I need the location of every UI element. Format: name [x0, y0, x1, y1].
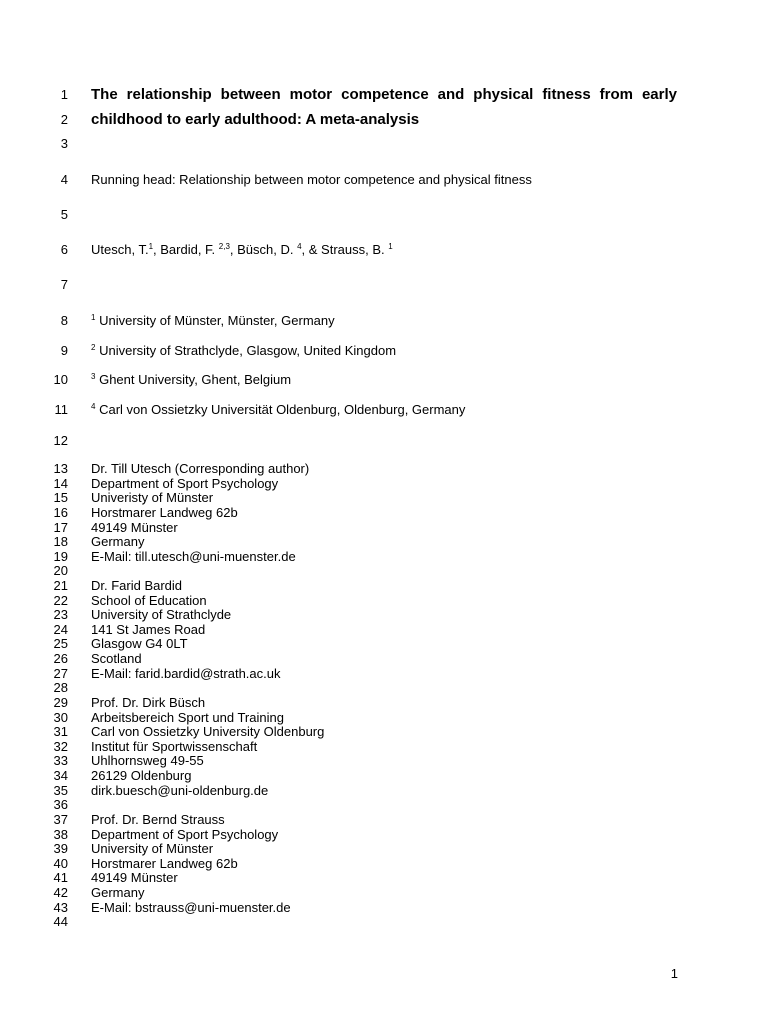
line-number: 6 — [60, 242, 68, 257]
line-number: 14 — [53, 475, 68, 491]
line-number: 26 — [53, 651, 68, 667]
contact-line: Dr. Till Utesch (Corresponding author) — [91, 461, 310, 476]
line-number: 10 — [53, 372, 68, 387]
contact-line: University of Münster — [91, 841, 214, 857]
line-number: 21 — [53, 578, 68, 593]
running-head: Running head: Relationship between motor competence and physical fitness — [91, 172, 532, 187]
paper-title-line1: The relationship between motor competence and physical fitness from early — [91, 86, 677, 103]
author-affiliation-mark: 1 — [388, 242, 393, 251]
author-affiliation-mark: 1 — [148, 242, 154, 251]
affiliation-mark: 4 — [91, 402, 96, 411]
contact-line: Glasgow G4 0LT — [91, 636, 188, 652]
line-number: 5 — [60, 207, 68, 222]
contact-line: 26129 Oldenburg — [91, 768, 192, 783]
contact-line: E-Mail: farid.bardid@strath.ac.uk — [91, 665, 281, 681]
author-list — [91, 243, 393, 257]
affiliation-mark: 1 — [91, 313, 96, 322]
line-number: 1 — [60, 87, 68, 102]
line-number: 23 — [53, 607, 68, 623]
line-number: 20 — [53, 563, 68, 579]
line-number: 38 — [53, 826, 68, 842]
author-name: , Büsch, D. — [229, 242, 298, 257]
line-number: 8 — [60, 313, 68, 328]
line-number: 42 — [53, 885, 68, 900]
contact-line: School of Education — [91, 592, 207, 608]
line-number: 18 — [53, 534, 68, 550]
author-name: Utesch, T. — [91, 242, 149, 257]
affiliation-mark: 3 — [91, 372, 96, 381]
affiliation-mark: 2 — [91, 343, 96, 352]
contact-line: Uhlhornsweg 49-55 — [91, 753, 204, 769]
line-number: 29 — [53, 694, 68, 710]
line-number: 12 — [53, 433, 68, 448]
line-number: 24 — [53, 621, 68, 637]
contact-line: Institut für Sportwissenschaft — [91, 738, 258, 754]
affiliation-text: Carl von Ossietzky Universität Oldenburg, Oldenburg, Germany — [99, 402, 466, 417]
line-number: 17 — [53, 519, 68, 535]
affiliation-text: University of Strathclyde, Glasgow, United Kingdom — [99, 343, 397, 358]
page-number: 1 — [670, 966, 678, 981]
line-number: 34 — [53, 768, 68, 783]
line-number: 43 — [53, 899, 68, 915]
contact-line: Dr. Farid Bardid — [91, 578, 183, 593]
contact-line: Germany — [91, 885, 145, 900]
affiliation — [91, 403, 465, 417]
author-name: , & Strauss, B. — [301, 242, 389, 257]
line-number: 32 — [53, 738, 68, 754]
contact-line: Prof. Dr. Bernd Strauss — [91, 811, 225, 827]
line-number: 44 — [53, 914, 68, 930]
line-number: 3 — [60, 136, 68, 151]
line-number: 40 — [53, 855, 68, 871]
contact-line: Horstmarer Landweg 62b — [91, 855, 238, 871]
line-number: 31 — [53, 724, 68, 740]
line-number: 9 — [60, 343, 68, 358]
affiliation — [91, 373, 291, 387]
contact-line: E-Mail: till.utesch@uni-muenster.de — [91, 548, 296, 564]
line-number: 30 — [53, 709, 68, 725]
line-number: 25 — [53, 636, 68, 652]
line-number: 33 — [53, 753, 68, 769]
contact-line: University of Strathclyde — [91, 607, 232, 623]
line-number: 15 — [53, 490, 68, 506]
contact-line: 141 St James Road — [91, 621, 206, 637]
contact-line: Scotland — [91, 651, 142, 667]
line-number: 2 — [60, 112, 68, 127]
author-name: , Bardid, F. — [153, 242, 219, 257]
line-number: 13 — [53, 461, 68, 476]
contact-line: 49149 Münster — [91, 519, 178, 535]
contact-line: Prof. Dr. Dirk Büsch — [91, 694, 206, 710]
line-number: 41 — [53, 870, 68, 886]
line-number: 22 — [53, 592, 68, 608]
contact-line: dirk.buesch@uni-oldenburg.de — [91, 782, 269, 798]
contact-line: Department of Sport Psychology — [91, 475, 279, 491]
line-number: 28 — [53, 680, 68, 696]
contact-line: 49149 Münster — [91, 870, 178, 886]
line-number: 35 — [53, 782, 68, 798]
line-number: 16 — [53, 504, 68, 520]
line-number: 11 — [54, 402, 68, 417]
contact-line: Arbeitsbereich Sport und Training — [91, 709, 284, 725]
line-number: 37 — [53, 811, 68, 827]
contact-line: Horstmarer Landweg 62b — [91, 504, 238, 520]
affiliation — [91, 344, 396, 358]
contact-line: Department of Sport Psychology — [91, 826, 279, 842]
contact-line: Carl von Ossietzky University Oldenburg — [91, 724, 325, 740]
line-number: 4 — [60, 172, 68, 187]
author-affiliation-mark: 4 — [297, 242, 302, 251]
contact-line: E-Mail: bstrauss@uni-muenster.de — [91, 899, 291, 915]
line-number: 19 — [53, 548, 68, 564]
line-number: 39 — [53, 841, 68, 857]
line-number: 27 — [53, 665, 68, 681]
affiliation — [91, 314, 335, 328]
affiliation-text: Ghent University, Ghent, Belgium — [99, 372, 292, 387]
line-number: 7 — [60, 277, 68, 292]
contact-line: Germany — [91, 534, 145, 550]
line-number: 36 — [53, 797, 68, 813]
paper-title-line2: childhood to early adulthood: A meta-analysis — [91, 111, 420, 128]
author-affiliation-mark: 2,3 — [218, 242, 230, 251]
contact-line: Univeristy of Münster — [91, 490, 214, 506]
affiliation-text: University of Münster, Münster, Germany — [99, 313, 335, 328]
